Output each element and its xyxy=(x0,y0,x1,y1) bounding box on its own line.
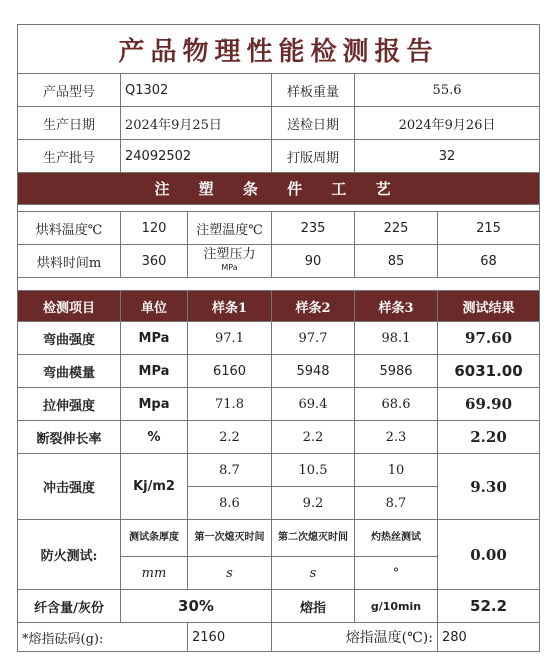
weight-value: 55.6 xyxy=(355,74,540,107)
report-table xyxy=(17,24,540,652)
sample-1-value: 97.1 xyxy=(188,322,272,355)
prod-date-value: 2024年9月25日 xyxy=(121,107,272,140)
impact-unit: Kj/m2 xyxy=(121,454,188,520)
bake-temp-value: 120 xyxy=(121,212,188,245)
fire-h1: 测试条厚度 xyxy=(121,520,188,557)
footer-row xyxy=(18,623,540,652)
table-row xyxy=(18,322,540,355)
info-row-model xyxy=(18,74,540,107)
impact-r2-s2: 9.2 xyxy=(272,487,355,520)
report-sheet xyxy=(17,24,539,647)
impact-r2-s3: 8.7 xyxy=(355,487,438,520)
batch-label: 生产批号 xyxy=(18,140,121,173)
melt-unit: g/10min xyxy=(355,590,438,623)
fire-item: 防火测试: xyxy=(18,520,121,590)
test-result: 6031.00 xyxy=(438,355,540,388)
test-unit: MPa xyxy=(121,322,188,355)
fiber-value: 30% xyxy=(121,590,272,623)
test-result: 2.20 xyxy=(438,421,540,454)
fire-v3: s xyxy=(272,557,355,590)
inj-pressure-value-1: 90 xyxy=(272,245,355,278)
inj-temp-value-3: 215 xyxy=(438,212,540,245)
impact-r2-s1: 8.6 xyxy=(188,487,272,520)
process-row-temp xyxy=(18,212,540,245)
weight-label: 样板重量 xyxy=(272,74,355,107)
info-row-date xyxy=(18,107,540,140)
footer-weight-label: *熔指砝码(g): xyxy=(18,623,188,652)
inj-temp-value-2: 225 xyxy=(355,212,438,245)
impact-r1-s3: 10 xyxy=(355,454,438,487)
cycle-value: 32 xyxy=(355,140,540,173)
sample-1-value: 71.8 xyxy=(188,388,272,421)
inj-temp-label: 注塑温度℃ xyxy=(188,212,272,245)
send-date-label: 送检日期 xyxy=(272,107,355,140)
batch-value: 24092502 xyxy=(121,140,272,173)
model-label: 产品型号 xyxy=(18,74,121,107)
impact-item: 冲击强度 xyxy=(18,454,121,520)
bake-temp-label: 烘料温度℃ xyxy=(18,212,121,245)
impact-r1-s1: 8.7 xyxy=(188,454,272,487)
table-row xyxy=(18,388,540,421)
footer-temp-value: 280 xyxy=(438,623,540,652)
inj-pressure-label: 注塑压力 xyxy=(203,247,256,262)
spacer xyxy=(18,278,540,291)
header-item: 检测项目 xyxy=(18,291,121,322)
test-result: 69.90 xyxy=(438,388,540,421)
process-band: 注 塑 条 件 工 艺 xyxy=(18,173,540,205)
test-item: 弯曲模量 xyxy=(18,355,121,388)
sample-3-value: 98.1 xyxy=(355,322,438,355)
inj-temp-value-1: 235 xyxy=(272,212,355,245)
spacer xyxy=(18,205,540,212)
fire-v4: ° xyxy=(355,557,438,590)
fire-v2: s xyxy=(188,557,272,590)
fire-result: 0.00 xyxy=(438,520,540,590)
inj-pressure-cell xyxy=(188,245,272,278)
fire-h2: 第一次熄灭时间 xyxy=(188,520,272,557)
page-title: 产品物理性能检测报告 xyxy=(18,25,540,74)
sample-2-value: 69.4 xyxy=(272,388,355,421)
sample-3-value: 2.3 xyxy=(355,421,438,454)
impact-r1-s2: 10.5 xyxy=(272,454,355,487)
process-row-time xyxy=(18,245,540,278)
prod-date-label: 生产日期 xyxy=(18,107,121,140)
header-sample-2: 样条2 xyxy=(272,291,355,322)
test-header-row xyxy=(18,291,540,322)
inj-pressure-value-3: 68 xyxy=(438,245,540,278)
cycle-label: 打版周期 xyxy=(272,140,355,173)
sample-3-value: 68.6 xyxy=(355,388,438,421)
test-unit: MPa xyxy=(121,355,188,388)
test-unit: Mpa xyxy=(121,388,188,421)
sample-3-value: 5986 xyxy=(355,355,438,388)
fire-h4: 灼热丝测试 xyxy=(355,520,438,557)
sample-2-value: 5948 xyxy=(272,355,355,388)
table-row xyxy=(18,421,540,454)
send-date-value: 2024年9月26日 xyxy=(355,107,540,140)
sample-1-value: 2.2 xyxy=(188,421,272,454)
test-item: 拉伸强度 xyxy=(18,388,121,421)
header-sample-1: 样条1 xyxy=(188,291,272,322)
test-item: 断裂伸长率 xyxy=(18,421,121,454)
footer-temp-label: 熔指温度(℃): xyxy=(272,623,438,652)
sample-2-value: 2.2 xyxy=(272,421,355,454)
fire-row-1 xyxy=(18,520,540,557)
header-unit: 单位 xyxy=(121,291,188,322)
test-unit: % xyxy=(121,421,188,454)
melt-value: 52.2 xyxy=(438,590,540,623)
melt-label: 熔指 xyxy=(272,590,355,623)
sample-1-value: 6160 xyxy=(188,355,272,388)
fire-v1: mm xyxy=(121,557,188,590)
fiber-label: 纤含量/灰份 xyxy=(18,590,121,623)
info-row-batch xyxy=(18,140,540,173)
header-result: 测试结果 xyxy=(438,291,540,322)
bake-time-value: 360 xyxy=(121,245,188,278)
test-item: 弯曲强度 xyxy=(18,322,121,355)
header-sample-3: 样条3 xyxy=(355,291,438,322)
table-row xyxy=(18,355,540,388)
inj-pressure-unit: MPa xyxy=(221,263,238,272)
sample-2-value: 97.7 xyxy=(272,322,355,355)
impact-result: 9.30 xyxy=(438,454,540,520)
test-result: 97.60 xyxy=(438,322,540,355)
model-value: Q1302 xyxy=(121,74,272,107)
fire-h3: 第二次熄灭时间 xyxy=(272,520,355,557)
footer-weight-value: 2160 xyxy=(188,623,272,652)
impact-row-1 xyxy=(18,454,540,487)
bake-time-label: 烘料时间m xyxy=(18,245,121,278)
inj-pressure-value-2: 85 xyxy=(355,245,438,278)
fiber-melt-row xyxy=(18,590,540,623)
